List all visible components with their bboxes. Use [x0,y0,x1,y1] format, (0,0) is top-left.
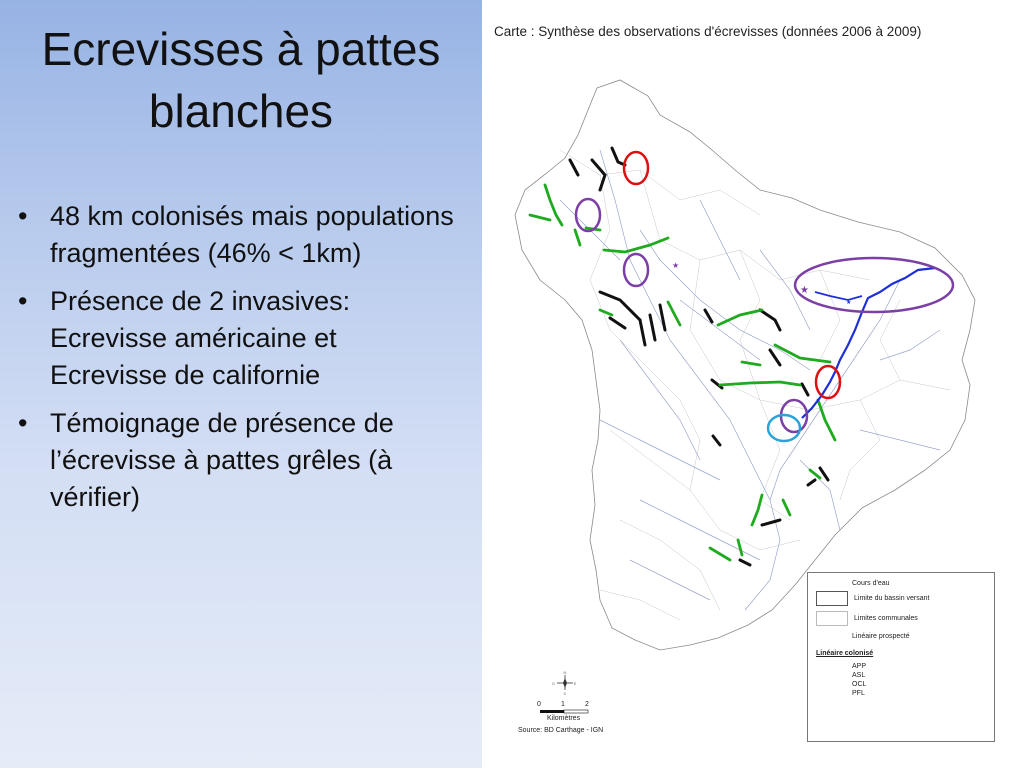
bullet-text: Témoignage de présence de l’écrevisse à pattes grêles (à vérifier) [50,408,394,512]
pfl-circle [624,152,648,184]
legend-box-swatch [816,611,848,626]
star-marker: ★ [672,261,680,270]
scale-unit: Kilomètres [547,715,581,722]
commune-limits [560,150,950,620]
ocl-circle [795,258,953,312]
river-network [560,150,940,610]
legend-label: Limites communales [854,615,918,622]
scale-tick-label: 1 [561,701,565,708]
scale-bar [540,710,588,713]
legend-row-app [816,663,866,670]
compass-east: E [574,682,577,686]
bullet-text: Présence de 2 invasives: Ecrevisse américaine et Ecrevisse de californie [50,286,351,390]
legend-row-limites-communales [816,611,918,626]
app-stretches [530,185,835,560]
slide-title: Ecrevisses à pattes blanches [41,23,441,137]
scale-tick-label: 2 [585,701,589,708]
star-marker: ★ [846,300,852,306]
bullet-icon: • [18,286,28,316]
ocl-tributary [815,292,862,300]
star-marker: ★ [800,285,809,296]
legend-subtitle: Linéaire colonisé [816,650,874,657]
ocl-circle [624,254,648,286]
legend-label: APP [852,663,867,670]
scale-tick-label: 0 [537,701,541,708]
map-legend [807,572,995,742]
legend-label: Cours d'eau [852,580,890,587]
map-caption: Carte : Synthèse des observations d'écrevisses (données 2006 à 2009) [494,24,922,39]
map-source: Source: BD Carthage - IGN [518,727,604,734]
bullet-list [18,198,458,527]
legend-row-prospecte [816,633,910,640]
compass-north: N [563,671,567,675]
legend-label: Linéaire prospecté [852,633,910,640]
legend-row-ocl [816,681,866,688]
legend-label: PFL [852,690,865,697]
legend-box-swatch [816,591,848,606]
compass-south: S [563,692,566,696]
bullet-icon: • [18,408,28,438]
bullet-icon: • [18,201,28,231]
basin-boundary [515,80,975,650]
legend-label: OCL [852,681,867,688]
bullet-item [18,198,458,272]
legend-row-pfl [816,690,865,697]
bullet-item [18,283,458,394]
compass-icon [552,671,577,696]
compass-west: O [552,682,555,686]
legend-label: Limite du bassin versant [854,595,930,602]
legend-label: ASL [852,672,866,679]
ocl-circle [576,199,600,231]
bullet-text: 48 km colonisés mais populations fragmentées (46% < 1km) [50,201,454,268]
legend-row-asl [816,672,865,679]
pfl-circle [816,366,840,398]
legend-row-limite-bassin [816,591,929,606]
bullet-item [18,405,458,516]
legend-row-cours-eau [816,580,890,587]
